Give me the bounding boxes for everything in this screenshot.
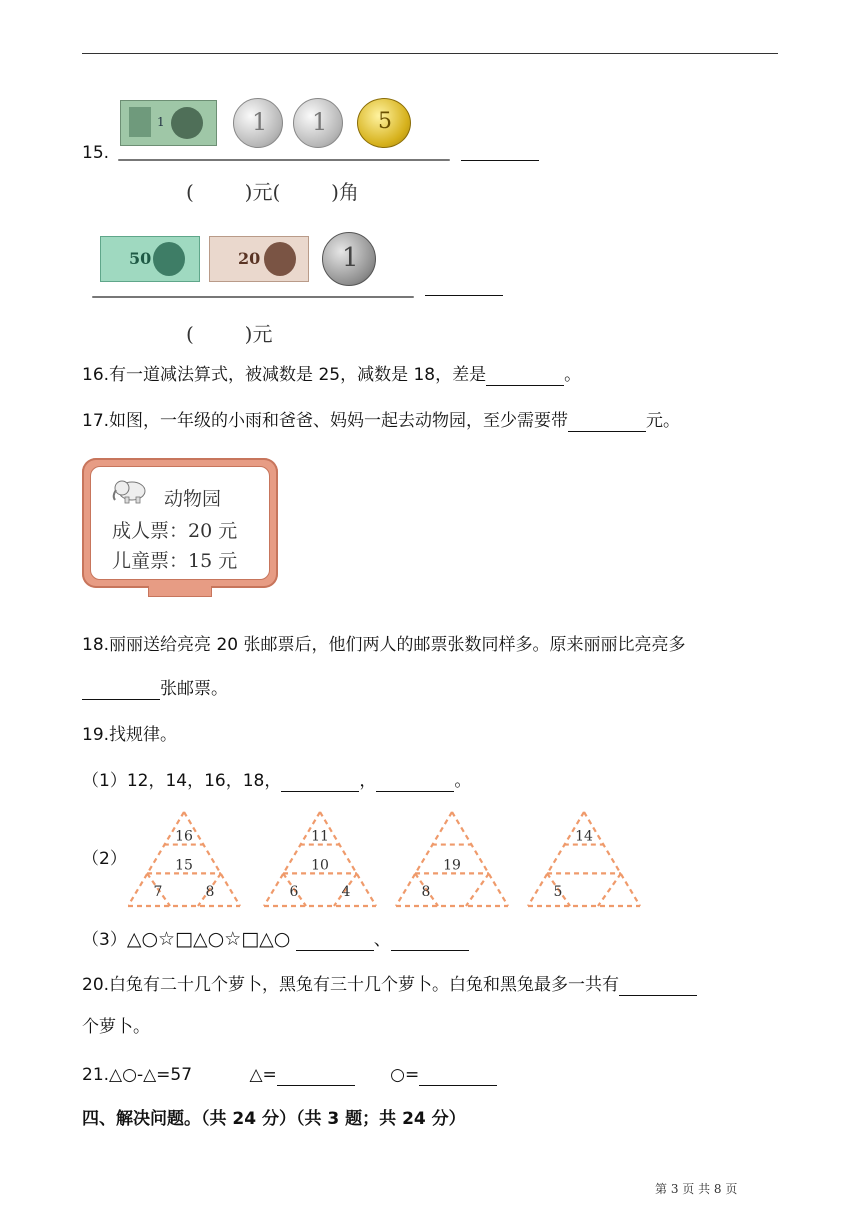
question-17-text: 17.如图，一年级的小雨和爸爸、妈妈一起去动物园，至少需要带 — [82, 411, 569, 431]
part1-end: 。 — [454, 771, 472, 791]
question-18-end: 张邮票。 — [160, 679, 228, 699]
triangle-right-number: 4 — [341, 884, 351, 900]
triangle-answer-label: △= — [249, 1065, 277, 1085]
answer-blank-19-1b[interactable] — [376, 773, 454, 792]
question-21-equation: 21.△○-△=57 — [82, 1065, 193, 1085]
coin-1-yuan-dark — [322, 232, 376, 286]
answer-blank-18[interactable] — [82, 681, 160, 700]
question-20-line2: 个萝卜。 — [82, 1017, 150, 1037]
coin-1-value: 1 — [312, 108, 328, 136]
zoo-adult-price: 成人票：20 元 — [112, 520, 238, 542]
question-19-part3 — [82, 928, 469, 951]
coin-1-value: 1 — [342, 243, 359, 273]
part3-separator: 、 — [373, 930, 391, 950]
money-row-1-label: ( )元( )角 — [186, 180, 359, 204]
answer-blank-19-3a[interactable] — [296, 932, 374, 951]
question-18-line2 — [82, 678, 228, 700]
question-21 — [82, 1064, 497, 1086]
zoo-sign-stand — [148, 586, 212, 597]
number-triangle-2 — [264, 812, 376, 906]
circle-answer-label: ○= — [390, 1065, 420, 1085]
answer-blank-20[interactable] — [619, 977, 697, 996]
triangle-top-number: 11 — [311, 828, 329, 845]
answer-blank-15a[interactable] — [461, 142, 539, 161]
triangle-middle-number: 10 — [311, 857, 329, 874]
number-triangles — [128, 810, 648, 910]
question-19-part2-label: （2） — [82, 849, 127, 869]
shape-sequence: △○☆□△○☆□△○ — [126, 928, 291, 950]
banknote-50-yuan — [100, 236, 200, 282]
coin-1-value: 1 — [252, 108, 268, 136]
answer-blank-16[interactable] — [486, 367, 564, 386]
coin-5-jiao — [357, 98, 411, 148]
triangle-top-number: 14 — [575, 828, 593, 845]
banknote-20-yuan — [209, 236, 309, 282]
question-19-part1 — [82, 770, 471, 792]
answer-blank-17[interactable] — [568, 413, 646, 432]
page-footer: 第 3 页 共 8 页 — [655, 1182, 738, 1196]
part1-sequence: （1）12，14，16，18， — [82, 771, 282, 791]
banknote-1-yuan — [120, 100, 217, 146]
section-4-title: 四、解决问题。（共 24 分）（共 3 题；共 24 分） — [82, 1109, 466, 1129]
triangle-left-number: 8 — [421, 884, 431, 900]
coin-1-yuan — [233, 98, 283, 148]
part3-label: （3） — [82, 930, 127, 950]
number-triangle-3 — [396, 812, 508, 906]
triangle-left-number: 5 — [553, 884, 563, 900]
part1-separator: ， — [359, 771, 377, 791]
coin-1-yuan — [293, 98, 343, 148]
question-20-text: 20.白兔有二十几个萝卜，黑兔有三十几个萝卜。白兔和黑兔最多一共有 — [82, 975, 620, 995]
answer-blank-15b[interactable] — [425, 277, 503, 296]
question-16 — [82, 364, 581, 386]
banknote-50-value: 50 — [129, 249, 152, 268]
elephant-icon — [110, 478, 150, 504]
header-rule — [82, 53, 778, 54]
triangle-middle-number: 15 — [175, 857, 193, 874]
question-16-text: 16.有一道减法算式，被减数是 25，减数是 18，差是 — [82, 365, 487, 385]
triangle-top-number: 16 — [175, 828, 193, 845]
answer-blank-19-1a[interactable] — [281, 773, 359, 792]
money-row-1-line — [118, 159, 450, 161]
answer-blank-19-3b[interactable] — [391, 932, 469, 951]
triangle-left-number: 6 — [289, 884, 299, 900]
question-17-end: 元。 — [646, 411, 681, 431]
zoo-sign-title: 动物园 — [164, 488, 222, 510]
question-20-line1 — [82, 974, 697, 996]
banknote-1-yuan-value: 1 — [157, 115, 165, 129]
money-row-2-line — [92, 296, 414, 298]
money-row-2-label: ( )元 — [186, 322, 273, 346]
zoo-child-price: 儿童票：15 元 — [112, 550, 238, 572]
question-18-line1: 18.丽丽送给亮亮 20 张邮票后，他们两人的邮票张数同样多。原来丽丽比亮亮多 — [82, 635, 686, 655]
triangle-middle-number: 19 — [443, 857, 461, 874]
question-17 — [82, 410, 680, 432]
banknote-20-value: 20 — [238, 249, 261, 268]
question-19-title: 19.找规律。 — [82, 725, 178, 745]
question-16-end: 。 — [564, 365, 582, 385]
zoo-ticket-sign — [82, 458, 278, 588]
triangle-right-number: 8 — [205, 884, 215, 900]
triangle-left-number: 7 — [153, 884, 163, 900]
number-triangle-1 — [128, 812, 240, 906]
question-15-number: 15. — [82, 143, 110, 163]
answer-blank-21-triangle[interactable] — [277, 1067, 355, 1086]
coin-5-value: 5 — [378, 109, 392, 134]
number-triangle-4 — [528, 812, 640, 906]
answer-blank-21-circle[interactable] — [419, 1067, 497, 1086]
